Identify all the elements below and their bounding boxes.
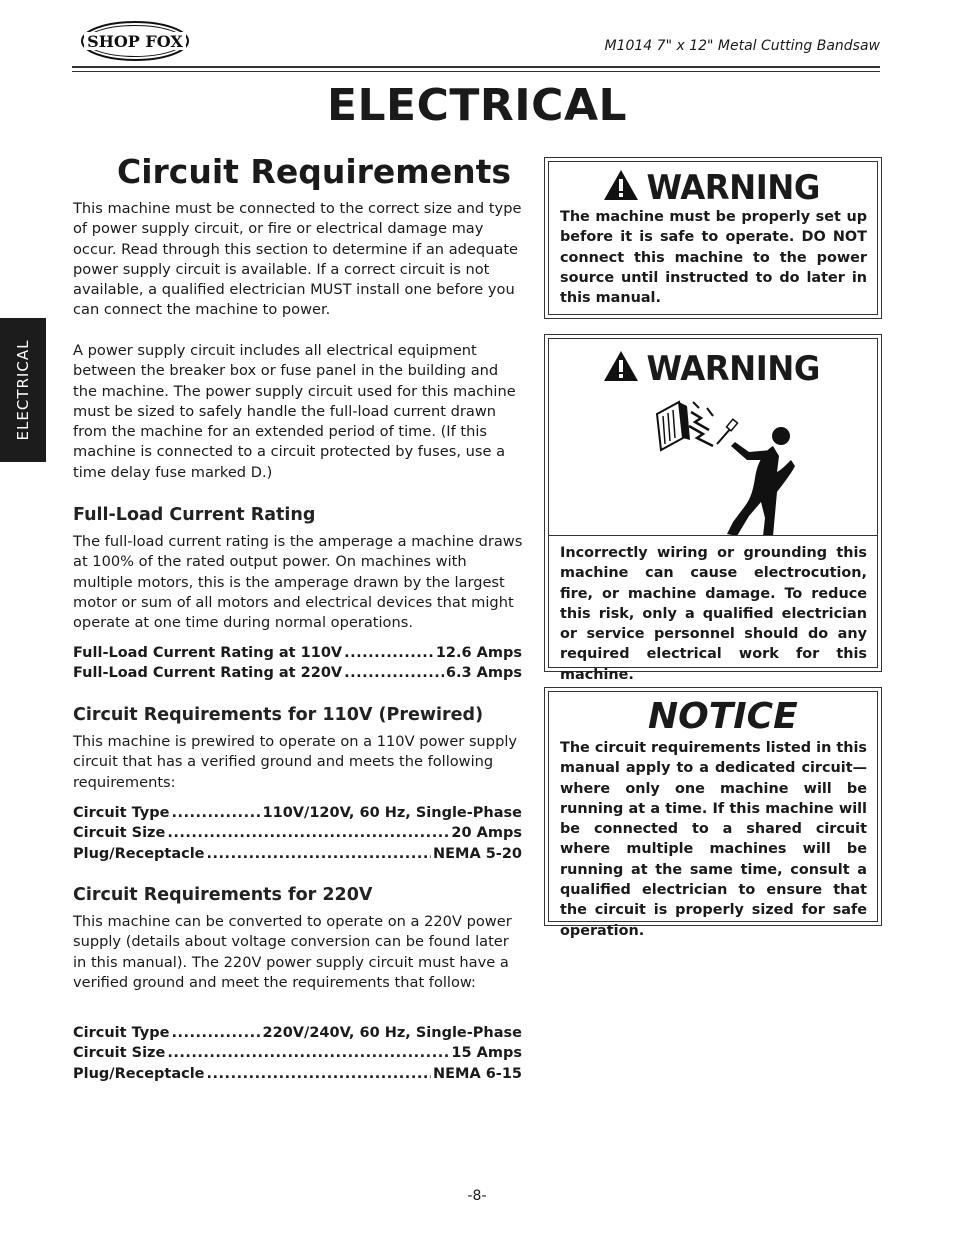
c220-heading: Circuit Requirements for 220V	[73, 885, 373, 905]
header-rule	[72, 66, 880, 68]
spec-row: Circuit Type ..... 220V/240V, 60 Hz, Single-Phase	[73, 1023, 522, 1043]
warning-setup-text: The machine must be properly set up before it is safe to operate. DO NOT connect this machine to the power source until instructed to do later in this manual.	[560, 209, 867, 307]
flc-paragraph: The full-load current rating is the amperage a machine draws at 100% of the rated output power. On machines with multiple motors, this is the amperage drawn by the largest motor or sum of all motors and electrical devices that might operate at one time during normal operations.	[73, 533, 523, 632]
page-title: ELECTRICAL	[326, 80, 628, 131]
c220-spec-list	[73, 1023, 522, 1084]
warning-triangle-icon	[602, 168, 640, 202]
section-heading: Circuit Requirements	[117, 152, 511, 191]
warning-banner: WARNING	[549, 349, 877, 389]
spec-row: Circuit Size ..... 20 Amps	[73, 823, 522, 843]
spec-row: Circuit Size ..... 15 Amps	[73, 1043, 522, 1063]
warning-electrocution-text: Incorrectly wiring or grounding this machine can cause electrocution, fire, or machine damage. To reduce this risk, only a qualified electrician or service personnel should do any required electrical work for this machine.	[560, 545, 867, 683]
warning-box-electrocution	[544, 334, 882, 683]
illustration-divider	[549, 535, 877, 536]
c110-spec-list	[73, 803, 522, 864]
electrocution-illustration	[653, 394, 803, 544]
svg-text:SHOP FOX: SHOP FOX	[87, 32, 183, 51]
notice-box	[544, 687, 882, 939]
section-side-tab: ELECTRICAL	[0, 318, 46, 462]
warning-banner: WARNING	[549, 168, 877, 208]
manual-title: M1014 7" x 12" Metal Cutting Bandsaw	[604, 38, 880, 54]
spec-row: Circuit Type ..... 110V/120V, 60 Hz, Single-Phase	[73, 803, 522, 823]
header-rule-thin	[72, 71, 880, 72]
spec-row: Full-Load Current Rating at 110V ..... 12.6 Amps	[73, 643, 522, 663]
spec-row: Plug/Receptacle ..... NEMA 5-20	[73, 844, 522, 864]
warning-box-setup	[544, 157, 882, 319]
c110-heading: Circuit Requirements for 110V (Prewired)	[73, 705, 484, 725]
power-circuit-paragraph: A power supply circuit includes all electrical equipment between the breaker box or fuse panel in the building and the machine. The power supply circuit used for this machine must be sized to safely handle the full-load current drawn from the machine for an extended period of time. (If this machine is connected to a circuit protected by fuses, use a time delay fuse marked D.)	[73, 342, 516, 481]
c220-paragraph: This machine can be converted to operate on a 220V power supply (details about voltage conversion can be found later in this manual). The 220V power supply circuit must have a verified ground and meet the requirements that follow:	[73, 913, 512, 991]
spec-row: Plug/Receptacle ..... NEMA 6-15	[73, 1064, 522, 1084]
intro-paragraph: This machine must be connected to the correct size and type of power supply circuit, or fire or electrical damage may occur. Read through this section to determine if an adequate power supply circuit is available. If a correct circuit is not available, a qualified electrician MUST install one before you can connect the machine to power.	[73, 200, 522, 319]
flc-heading: Full-Load Current Rating	[73, 505, 316, 525]
page-number: -8-	[467, 1188, 487, 1204]
notice-text: The circuit requirements listed in this manual apply to a dedicated circuit—where only one machine will be running at a time. If this machine will be connected to a shared circuit where multiple machines will be running at the same time, consult a qualified electrician to ensure that the circuit is properly sized for safe operation.	[560, 740, 867, 939]
spec-row: Full-Load Current Rating at 220V ..... 6.3 Amps	[73, 663, 522, 683]
c110-paragraph: This machine is prewired to operate on a 110V power supply circuit that has a verified ground and meets the following requirements:	[73, 733, 518, 791]
warning-triangle-icon	[602, 349, 640, 383]
notice-banner: NOTICE	[648, 696, 798, 737]
shop-fox-logo	[80, 20, 190, 62]
flc-spec-list	[73, 643, 522, 684]
